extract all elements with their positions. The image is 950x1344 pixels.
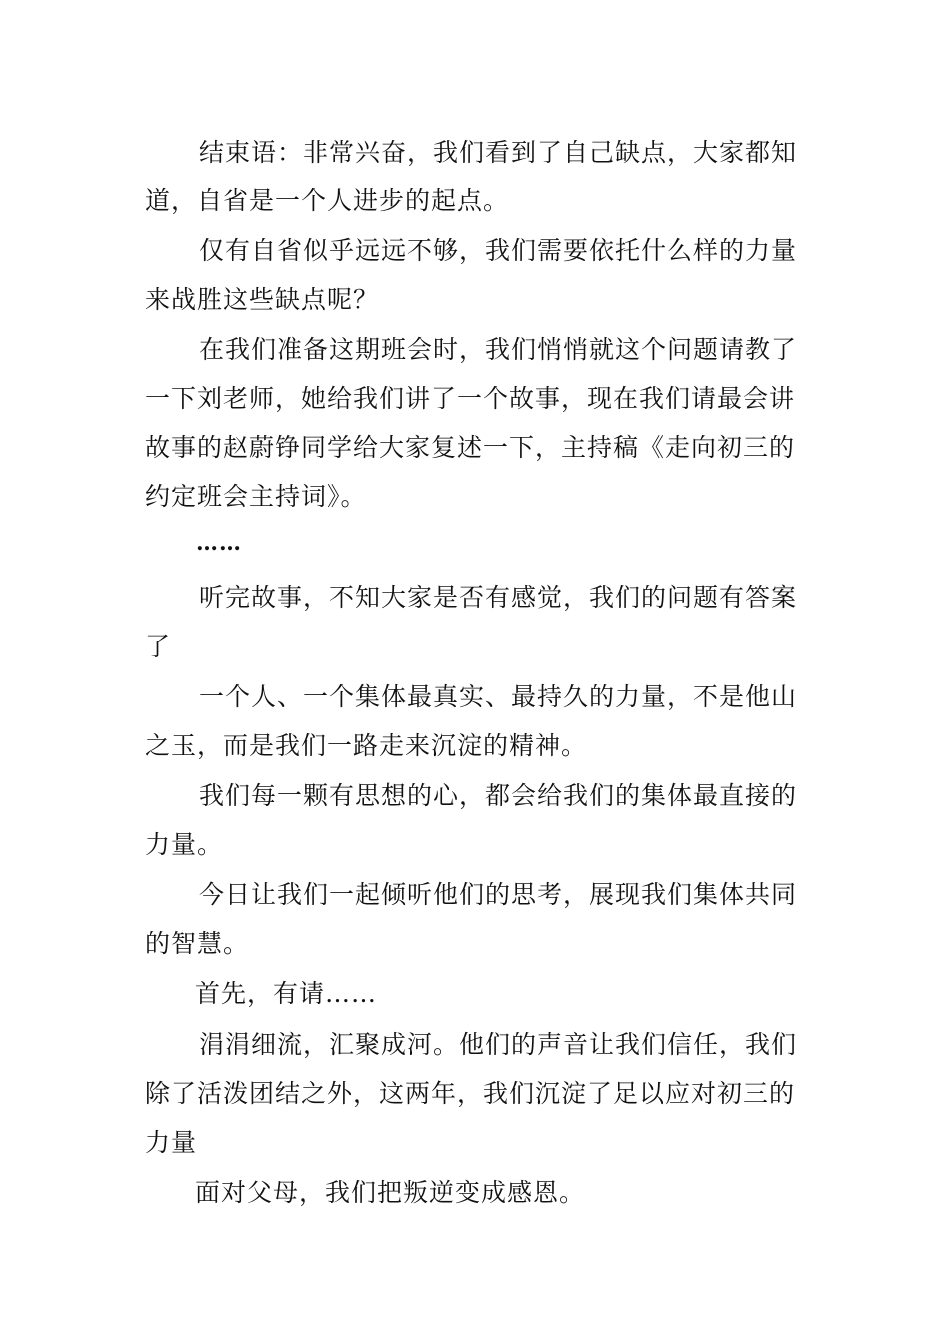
paragraph-line: 结束语：非常兴奋，我们看到了自己缺点，大家都知 — [199, 138, 798, 167]
paragraph-line: 面对父母，我们把叛逆变成感恩。 — [195, 1178, 586, 1207]
paragraph-line: 约定班会主持词》。 — [145, 482, 367, 511]
ellipsis-line: …… — [196, 530, 242, 556]
paragraph-line: 道，自省是一个人进步的起点。 — [145, 186, 510, 215]
paragraph-line: 我们每一颗有思想的心，都会给我们的集体最直接的 — [199, 781, 798, 810]
paragraph-line: 了 — [145, 632, 172, 661]
paragraph-line: 的智慧。 — [145, 929, 250, 958]
paragraph-line: 仅有自省似乎远远不够，我们需要依托什么样的力量 — [199, 236, 798, 265]
paragraph-line: 之玉，而是我们一路走来沉淀的精神。 — [145, 731, 588, 760]
paragraph-line: 一个人、一个集体最真实、最持久的力量，不是他山 — [199, 682, 798, 711]
paragraph-line: 听完故事，不知大家是否有感觉，我们的问题有答案 — [199, 583, 798, 612]
paragraph-line: 力量。 — [145, 830, 224, 859]
paragraph-line: 来战胜这些缺点呢？ — [145, 285, 380, 314]
paragraph-line: 今日让我们一起倾听他们的思考，展现我们集体共同 — [199, 880, 798, 909]
paragraph-line: 首先，有请…… — [195, 979, 378, 1008]
paragraph-line: 在我们准备这期班会时，我们悄悄就这个问题请教了 — [199, 335, 798, 364]
paragraph-line: 故事的赵蔚铮同学给大家复述一下，主持稿《走向初三的 — [145, 433, 796, 462]
paragraph-line: 力量 — [145, 1128, 198, 1157]
paragraph-line: 一下刘老师，她给我们讲了一个故事，现在我们请最会讲 — [145, 384, 796, 413]
paragraph-line: 除了活泼团结之外，这两年，我们沉淀了足以应对初三的 — [145, 1079, 796, 1108]
paragraph-line: 涓涓细流，汇聚成河。他们的声音让我们信任，我们 — [199, 1030, 798, 1059]
